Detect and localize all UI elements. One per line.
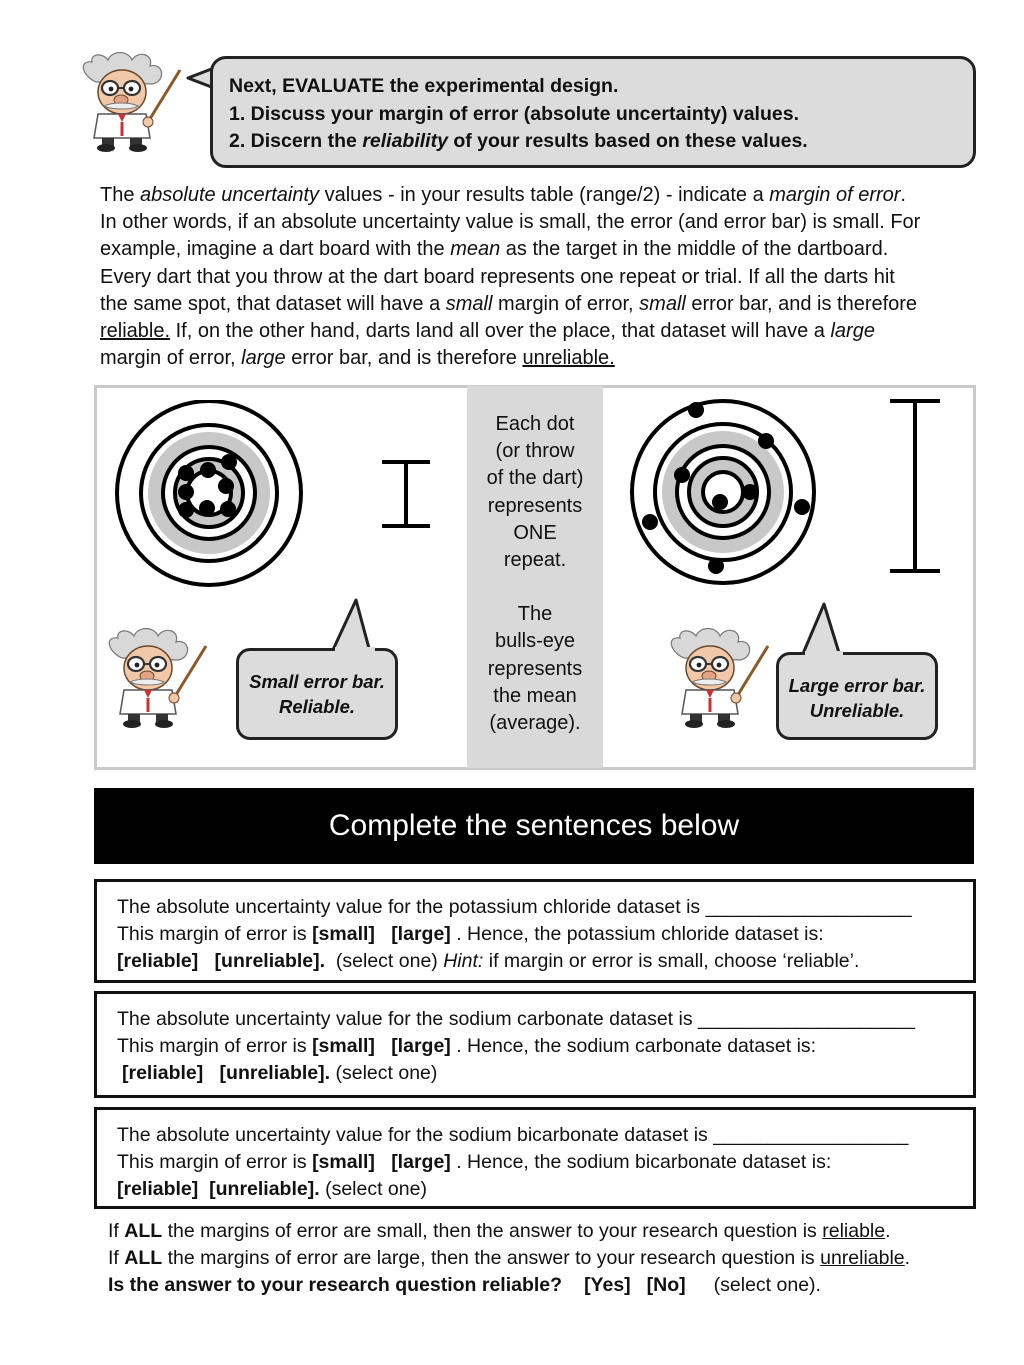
instruction-callout [210,56,976,168]
option-reliable[interactable]: [reliable] [117,1178,199,1201]
unreliable-speech-bubble [776,652,938,740]
intro-line-6: reliable. If, on the other hand, darts land all over the place, that dataset will have a large [100,320,875,343]
explanation-line: of the dart) [486,467,584,490]
dartboard-explanation [467,386,603,768]
conclusion-section [108,1218,978,1300]
option-reliable[interactable]: [reliable] [117,950,199,973]
question-line-1[interactable]: The absolute uncertainty value for the potassium chloride dataset is ___________________ [117,896,912,918]
dart-dot [758,433,774,449]
option-small[interactable]: [small] [312,1151,375,1174]
bubble-tail-right [796,600,866,658]
intro-line-5: the same spot, that dataset will have a small margin of error, small error bar, and is therefore [100,292,918,315]
research-question-line: Is the answer to your research question reliable? [Yes] [No] (select one). [108,1274,821,1297]
option-unreliable[interactable]: [unreliable]. [219,1062,331,1085]
explanation-line: The [517,603,553,626]
question-line-3: [reliable] [unreliable]. (select one) [122,1062,438,1085]
reliable-speech-bubble [236,648,398,740]
dart-dot [642,514,658,530]
callout-line-1: Next, EVALUATE the experimental design. [229,75,619,97]
explanation-line: Each dot [495,413,575,435]
professor-illustration-right [656,628,776,728]
option-yes[interactable]: [Yes] [584,1274,631,1297]
intro-line-2: In other words, if an absolute uncertainty value is small, the error (and error bar) is small. For [100,211,921,234]
dart-dot [688,402,704,418]
dart-dot [794,499,810,515]
dart-dot [200,462,216,478]
explanation-line: (or throw [495,440,575,463]
bubble-tail-left [326,596,396,654]
dartboard-unreliable [628,398,820,590]
bubble-tail-cover-right [805,651,843,657]
dart-dot [712,494,728,510]
question-box-sodium-bicarbonate [94,1107,976,1209]
question-line-1[interactable]: The absolute uncertainty value for the sodium bicarbonate dataset is __________________ [117,1124,909,1146]
option-no[interactable]: [No] [646,1274,686,1297]
intro-line-1: The absolute uncertainty values - in your results table (range/2) - indicate a margin of error. [100,184,906,206]
professor-illustration-top [68,52,188,152]
dart-dot [178,502,194,518]
explanation-line: represents [487,657,583,680]
bubble-line-1: Small error bar. [249,671,385,692]
dartboard-reliable [114,400,304,590]
callout-line-2: 1. Discuss your margin of error (absolute uncertainty) values. [229,102,799,125]
dart-dot [742,484,758,500]
option-large[interactable]: [large] [391,923,451,946]
professor-illustration-left [94,628,214,728]
dart-dot [221,454,237,470]
option-small[interactable]: [small] [312,1035,375,1058]
small-error-bar [378,458,434,532]
intro-paragraph [100,182,970,372]
option-large[interactable]: [large] [391,1035,451,1058]
intro-line-4: Every dart that you throw at the dart board represents one repeat or trial. If all the darts hit [100,265,895,288]
conclusion-line-2: If ALL the margins of error are large, then the answer to your research question is unreliable. [108,1247,911,1270]
explanation-line: (average). [489,712,581,735]
question-box-potassium-chloride [94,879,976,983]
intro-line-7: margin of error, large error bar, and is therefore unreliable. [100,347,615,370]
bubble-line-1: Large error bar. [788,675,926,696]
conclusion-line-1: If ALL the margins of error are small, then the answer to your research question is reliable. [108,1220,891,1242]
option-large[interactable]: [large] [391,1151,451,1174]
dart-dot [708,558,724,574]
question-line-2: This margin of error is [small] [large] . Hence, the potassium chloride dataset is: [117,923,824,946]
question-line-2: This margin of error is [small] [large] . Hence, the sodium bicarbonate dataset is: [117,1151,832,1174]
question-line-3: [reliable] [unreliable]. (select one) Hint: if margin or error is small, choose ‘reliable’. [117,950,860,973]
dart-dot [199,500,215,516]
bubble-line-2: Reliable. [278,696,356,717]
question-line-1[interactable]: The absolute uncertainty value for the sodium carbonate dataset is ____________________ [117,1008,915,1030]
option-unreliable[interactable]: [unreliable]. [214,950,326,973]
dart-dot [178,465,194,481]
bubble-line-2: Unreliable. [809,700,905,721]
explanation-line: the mean [493,684,577,707]
dart-dot [178,484,194,500]
bubble-tail-cover-left [335,647,375,653]
large-error-bar [888,397,942,577]
explanation-line: bulls-eye [494,630,576,653]
dart-dot [218,478,234,494]
callout-line-3: 2. Discern the reliability of your results based on these values. [229,130,808,152]
option-reliable[interactable]: [reliable] [122,1062,204,1085]
section-banner: Complete the sentences below [94,788,974,864]
dart-dot [220,501,236,517]
question-line-2: This margin of error is [small] [large] . Hence, the sodium carbonate dataset is: [117,1035,817,1058]
intro-line-3: example, imagine a dart board with the mean as the target in the middle of the dartboard. [100,238,889,261]
question-line-3: [reliable] [unreliable]. (select one) [117,1178,427,1201]
option-small[interactable]: [small] [312,923,375,946]
option-unreliable[interactable]: [unreliable]. [209,1178,320,1201]
question-box-sodium-carbonate [94,991,976,1098]
dart-dot [674,467,690,483]
explanation-line: repeat. [503,549,567,572]
explanation-line: ONE [513,521,557,544]
explanation-line: represents [487,494,583,517]
